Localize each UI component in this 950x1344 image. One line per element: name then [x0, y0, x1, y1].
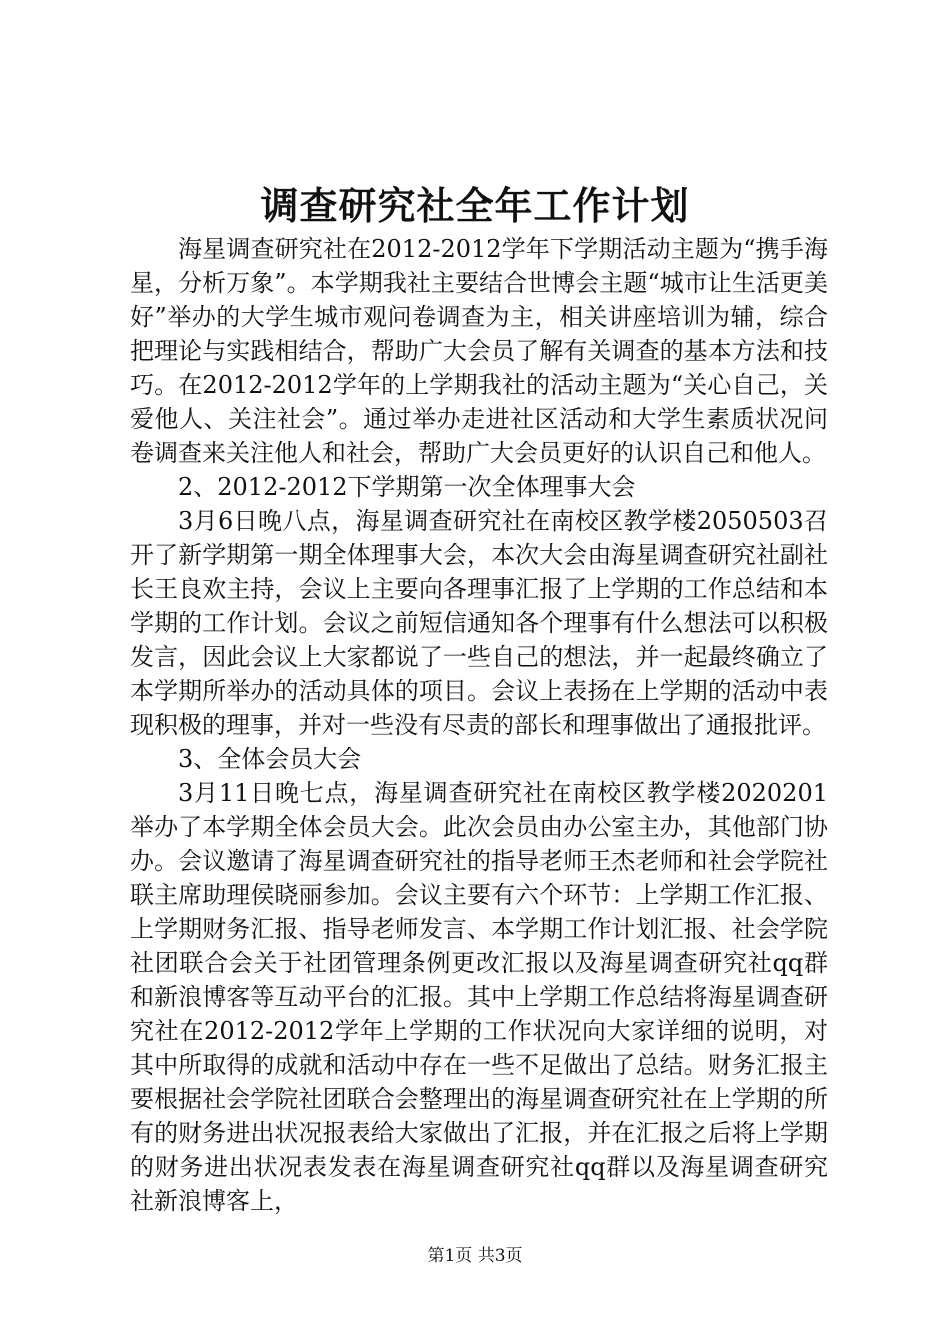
paragraph-intro: 海星调查研究社在2012-2012学年下学期活动主题为“携手海星，分析万象”。本学期我社主要结合世博会主题“城市让生活更美好”举办的大学生城市观问卷调查为主，相关讲座培训为辅，综合把理论与实践相结合，帮助广大会员了解有关调查的基本方法和技巧。在2012-2012学年的上学期我社的活动主题为“关心自己，关爱他人、关注社会”。通过举办走进社区活动和大学生素质状况问卷调查来关注他人和社会，帮助广大会员更好的认识自己和他人。 [130, 235, 828, 467]
section-heading-council-meeting: 2、2012-2012下学期第一次全体理事大会 [178, 473, 636, 501]
document-title: 调查研究社全年工作计划 [260, 183, 690, 228]
page-number-footer: 第1页 共3页 [427, 1246, 523, 1266]
section-heading-member-meeting: 3、全体会员大会 [178, 745, 362, 773]
paragraph-council-meeting: 3月6日晚八点，海星调查研究社在南校区教学楼2050503召开了新学期第一期全体理事大会，本次大会由海星调查研究社副社长王良欢主持，会议上主要向各理事汇报了上学期的工作总结和本学期的工作计划。会议之前短信通知各个理事有什么想法可以积极发言，因此会议上大家都说了一些自己的想法，并一起最终确立了本学期所举办的活动具体的项目。会议上表扬在上学期的活动中表现积极的理事，并对一些没有尽责的部长和理事做出了通报批评。 [130, 507, 828, 739]
document-body [130, 232, 828, 1218]
paragraph-member-meeting: 3月11日晚七点，海星调查研究社在南校区教学楼2020201举办了本学期全体会员大会。此次会员由办公室主办，其他部门协办。会议邀请了海星调查研究社的指导老师王杰老师和社会学院社联主席助理侯晓丽参加。会议主要有六个环节：上学期工作汇报、上学期财务汇报、指导老师发言、本学期工作计划汇报、社会学院社团联合会关于社团管理条例更改汇报以及海星调查研究社qq群和新浪博客等互动平台的汇报。其中上学期工作总结将海星调查研究社在2012-2012学年上学期的工作状况向大家详细的说明，对其中所取得的成就和活动中存在一些不足做出了总结。财务汇报主要根据社会学院社团联合会整理出的海星调查研究社在上学期的所有的财务进出状况报表给大家做出了汇报，并在汇报之后将上学期的财务进出状况表发表在海星调查研究社qq群以及海星调查研究社新浪博客上， [130, 779, 828, 1215]
